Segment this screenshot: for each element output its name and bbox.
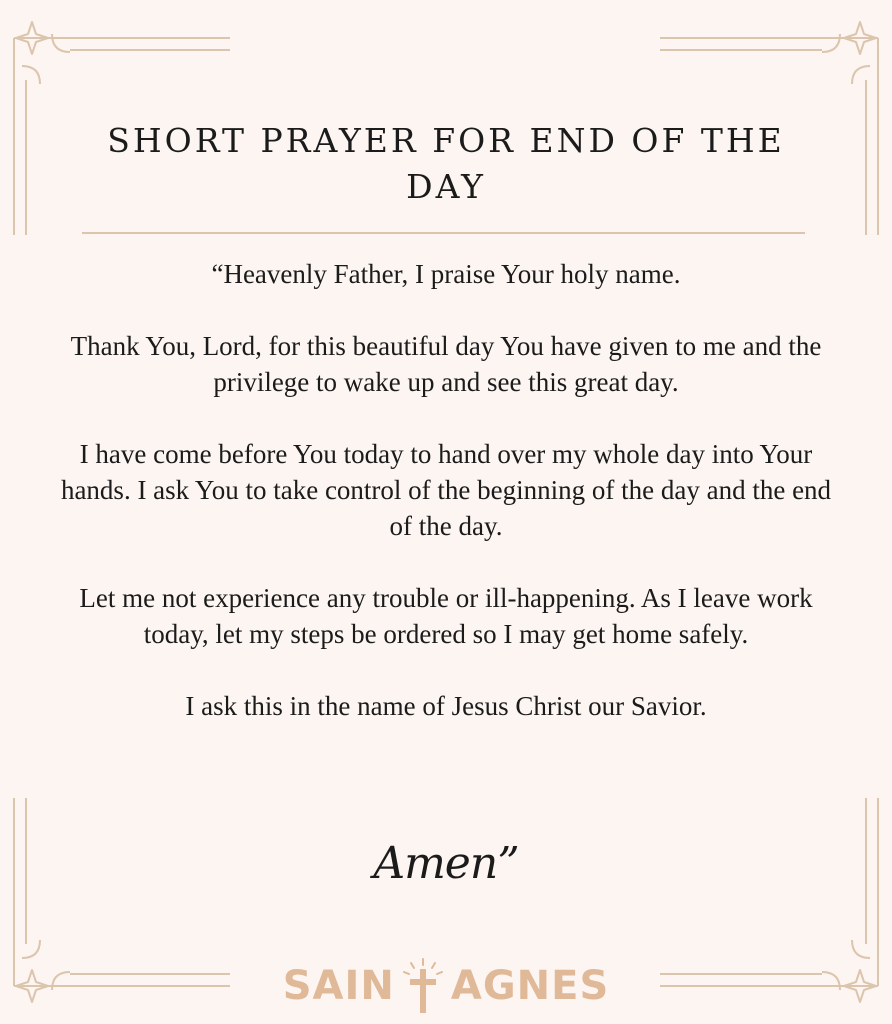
logo-text-right: AGNES	[450, 963, 610, 1009]
cross-icon	[401, 957, 445, 1015]
prayer-paragraph: I have come before You today to hand over my whole day into Your hands. I ask You to take control of the beginning of the day and the end of the day.	[60, 439, 832, 541]
logo-text-left: SAIN	[282, 963, 395, 1009]
prayer-paragraph: Let me not experience any trouble or ill-happening. As I leave work today, let my steps be ordered so I may get home safely.	[79, 583, 813, 649]
page-title: SHORT PRAYER FOR END OF THE DAY	[107, 121, 785, 206]
prayer-paragraph: I ask this in the name of Jesus Christ our Savior.	[185, 691, 707, 721]
prayer-paragraph: “Heavenly Father, I praise Your holy name.	[211, 259, 681, 289]
title-divider	[82, 232, 805, 234]
closing-amen: Amen”	[373, 838, 519, 889]
brand-logo	[0, 955, 892, 1017]
prayer-paragraph: Thank You, Lord, for this beautiful day You have given to me and the privilege to wake up and see this great day.	[70, 331, 822, 397]
prayer-text	[60, 256, 832, 760]
